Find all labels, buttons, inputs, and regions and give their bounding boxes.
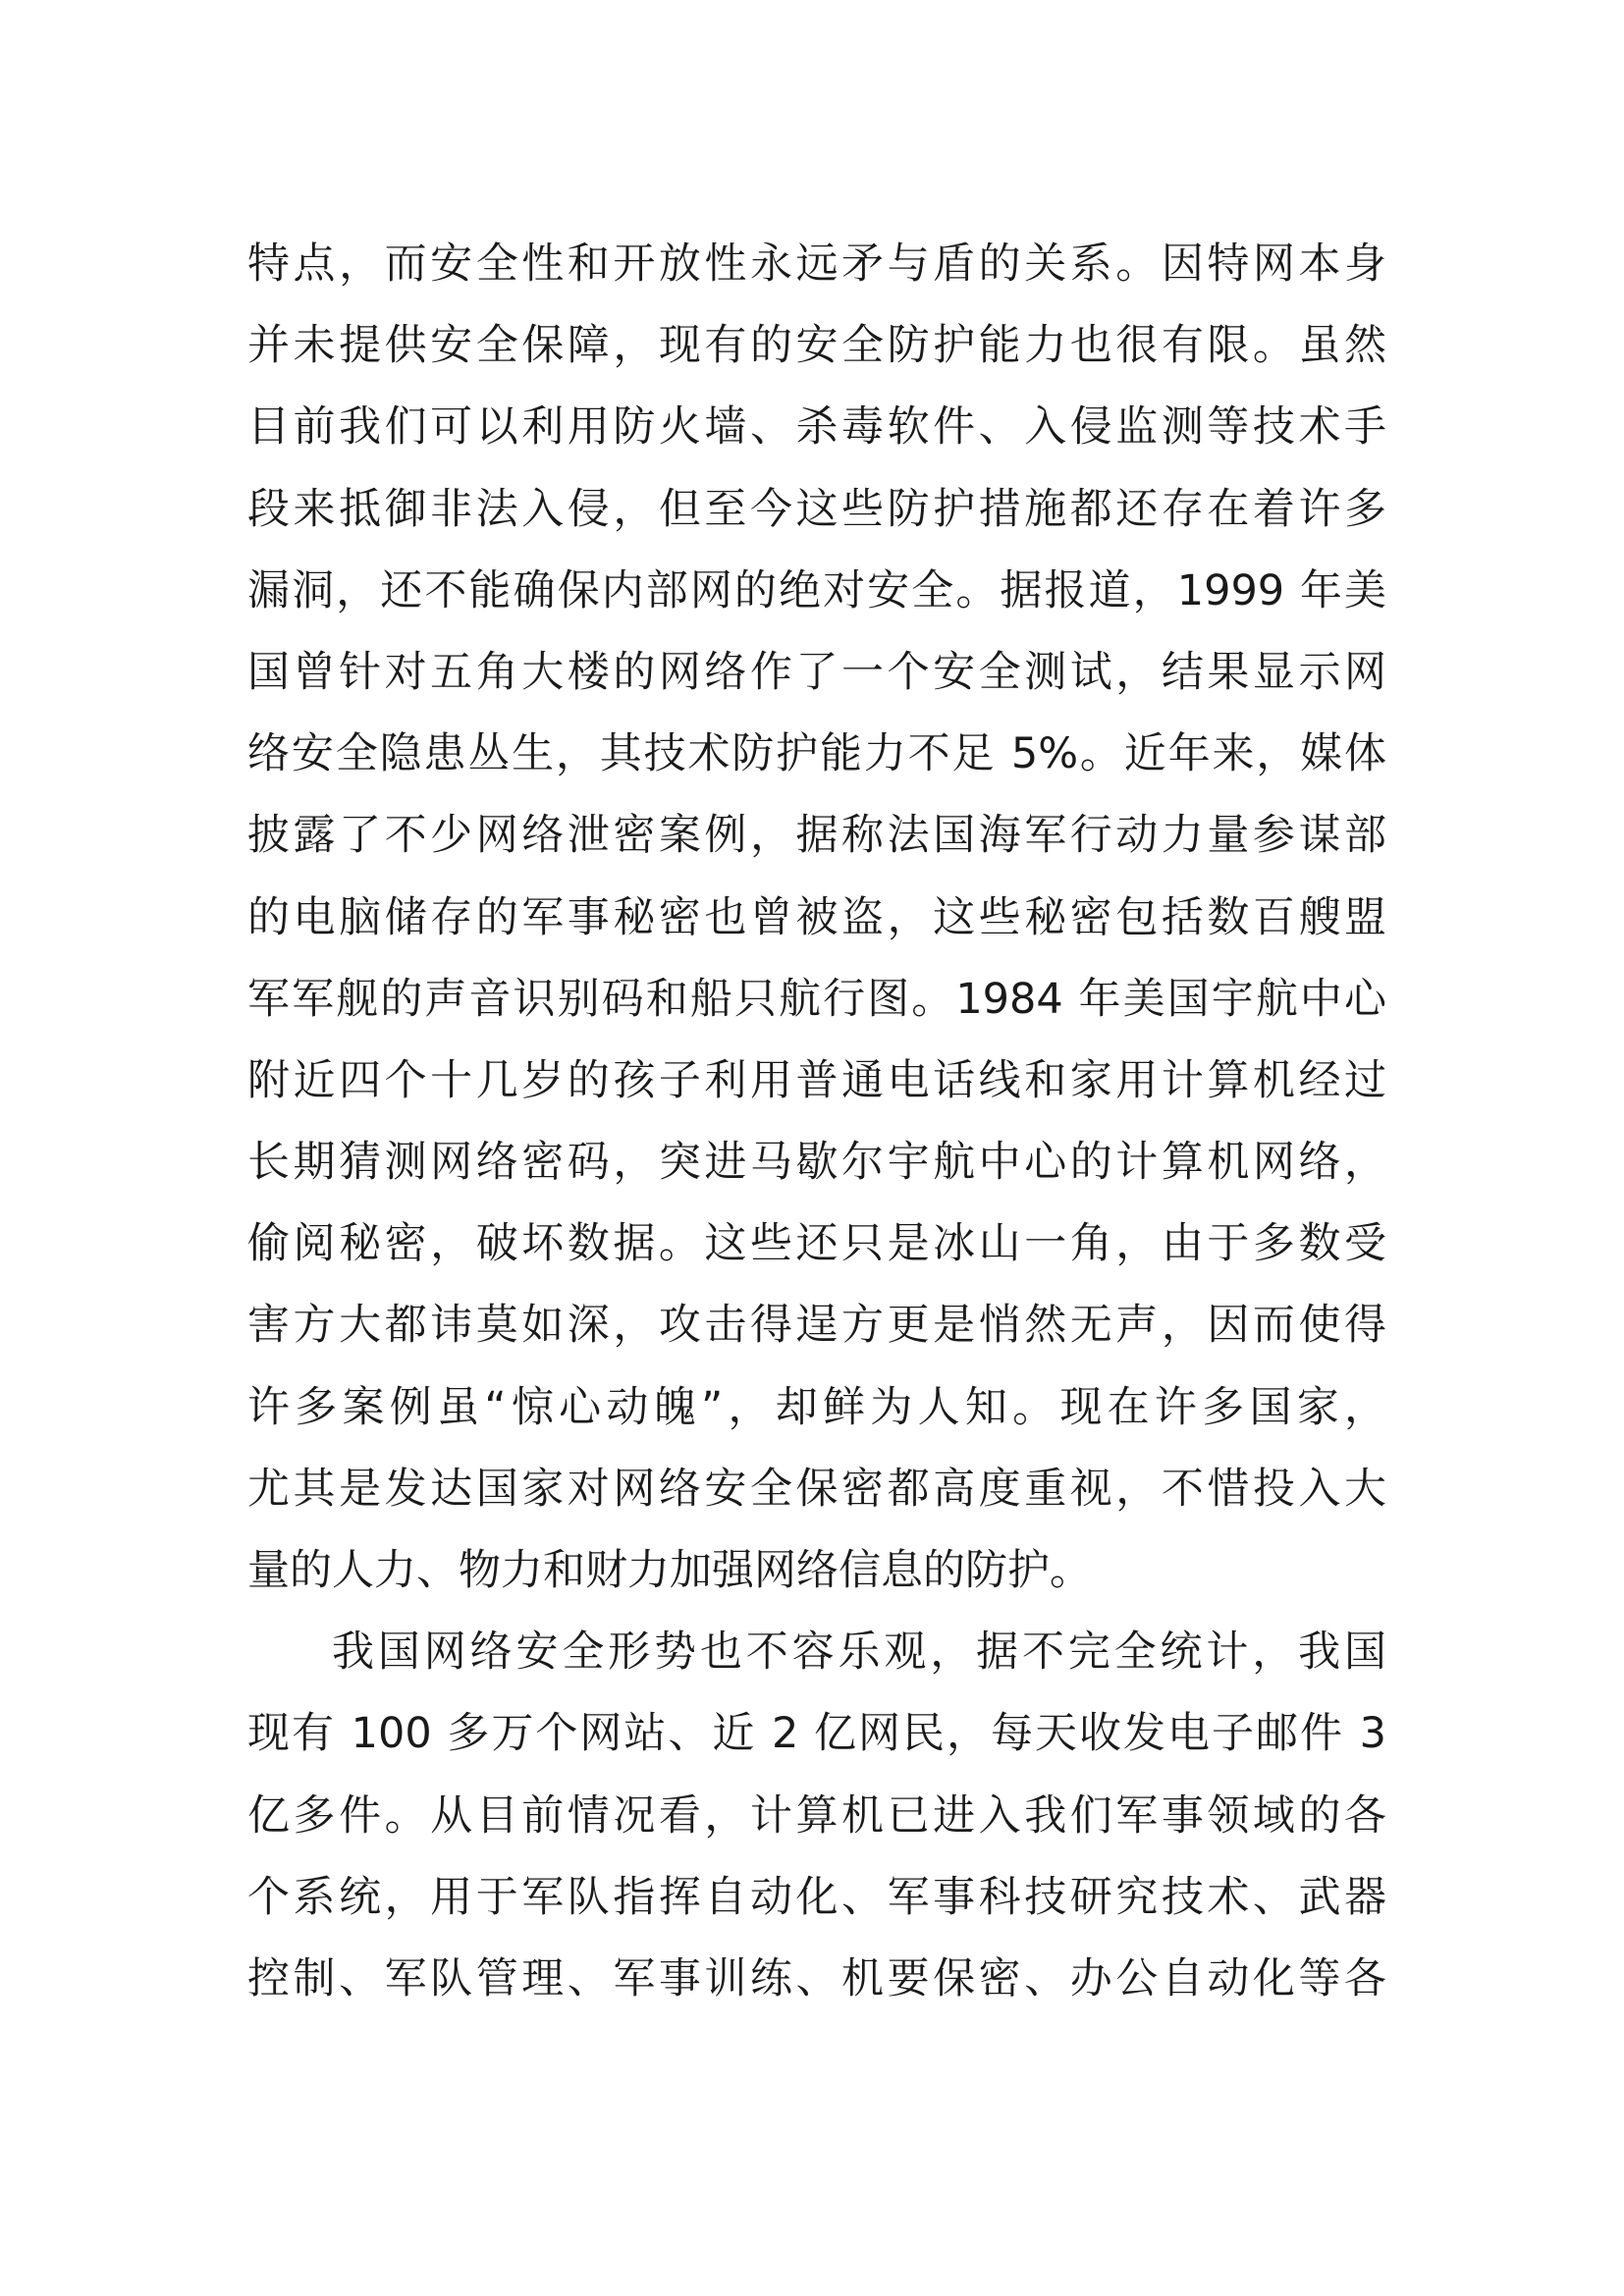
text-line: 许多案例虽“惊心动魄”，却鲜为人知。现在许多国家， [247, 1382, 1386, 1432]
text-line: 披露了不少网络泄密案例，据称法国海军行动力量参谋部 [247, 811, 1386, 861]
text-line: 长期猜测网络密码，突进马歇尔宇航中心的计算机网络， [247, 1138, 1386, 1188]
text-line: 并未提供安全保障，现有的安全防护能力也很有限。虽然 [247, 321, 1386, 371]
text-line: 现有 100 多万个网站、近 2 亿网民，每天收发电子邮件 3 [247, 1709, 1386, 1759]
text-line: 目前我们可以利用防火墙、杀毒软件、入侵监测等技术手 [247, 402, 1386, 453]
text-line: 特点，而安全性和开放性永远矛与盾的关系。因特网本身 [247, 240, 1386, 289]
text-line: 军军舰的声音识别码和船只航行图。1984 年美国宇航中心 [247, 974, 1386, 1024]
text-line: 我国网络安全形势也不容乐观，据不完全统计，我国 [332, 1628, 1386, 1678]
text-line: 附近四个十几岁的孩子利用普通电话线和家用计算机经过 [247, 1055, 1386, 1105]
text-line: 络安全隐患丛生，其技术防护能力不足 5%。近年来，媒体 [247, 729, 1386, 779]
text-line: 个系统，用于军队指挥自动化、军事科技研究技术、武器 [247, 1872, 1386, 1922]
text-line: 段来抵御非法入侵，但至今这些防护措施都还存在着许多 [247, 484, 1386, 534]
text-line: 尤其是发达国家对网络安全保密都高度重视，不惜投入大 [247, 1464, 1386, 1514]
text-line: 控制、军队管理、军事训练、机要保密、办公自动化等各 [247, 1953, 1386, 2003]
text-line: 害方大都讳莫如深，攻击得逞方更是悄然无声，因而使得 [247, 1301, 1386, 1351]
text-line: 漏洞，还不能确保内部网的绝对安全。据报道，1999 年美 [247, 565, 1386, 615]
text-line: 国曾针对五角大楼的网络作了一个安全测试，结果显示网 [247, 647, 1386, 697]
text-line: 偷阅秘密，破坏数据。这些还只是冰山一角，由于多数受 [247, 1219, 1386, 1269]
text-line: 量的人力、物力和财力加强网络信息的防护。 [247, 1546, 1092, 1595]
body-text [247, 224, 1386, 2020]
paragraph-2 [247, 1612, 1386, 2020]
text-line: 亿多件。从目前情况看，计算机已进入我们军事领域的各 [247, 1790, 1386, 1841]
text-line: 的电脑储存的军事秘密也曾被盗，这些秘密包括数百艘盟 [247, 892, 1386, 942]
paragraph-1 [247, 224, 1386, 1612]
